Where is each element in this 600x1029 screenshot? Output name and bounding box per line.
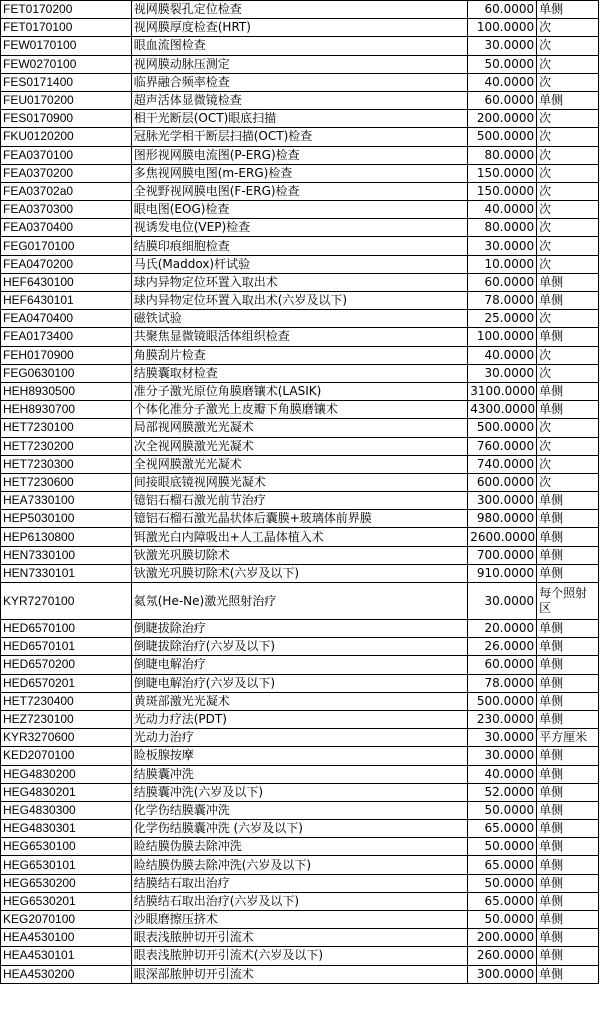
code-cell: HET7230300 xyxy=(1,455,132,473)
code-cell: HEF6430101 xyxy=(1,292,132,310)
unit-cell: 次 xyxy=(537,255,599,273)
unit-cell: 单侧 xyxy=(537,656,599,674)
table-row xyxy=(1,546,599,564)
price-cell: 80.0000 xyxy=(468,146,537,164)
item-name-cell: 沙眼磨擦压挤术 xyxy=(131,911,468,929)
item-name-cell: 球内异物定位环置入取出术 xyxy=(131,273,468,291)
code-cell: HED6570201 xyxy=(1,674,132,692)
code-cell: KEG2070100 xyxy=(1,911,132,929)
unit-cell: 单侧 xyxy=(537,911,599,929)
unit-cell: 次 xyxy=(537,110,599,128)
code-cell: FEA0370400 xyxy=(1,219,132,237)
item-name-cell: 眼表浅脓肿切开引流术 xyxy=(131,929,468,947)
unit-cell: 次 xyxy=(537,128,599,146)
item-name-cell: 个体化准分子激光上皮瓣下角膜磨镶术 xyxy=(131,401,468,419)
item-name-cell: 冠脉光学相干断层扫描(OCT)检查 xyxy=(131,128,468,146)
price-cell: 60.0000 xyxy=(468,656,537,674)
table-row xyxy=(1,583,599,620)
code-cell: FEG0630100 xyxy=(1,364,132,382)
table-row xyxy=(1,1,599,19)
price-cell: 4300.0000 xyxy=(468,401,537,419)
code-cell: FEW0270100 xyxy=(1,55,132,73)
table-row xyxy=(1,364,599,382)
table-row xyxy=(1,401,599,419)
unit-cell: 单侧 xyxy=(537,273,599,291)
item-name-cell: 视网膜裂孔定位检查 xyxy=(131,1,468,19)
price-cell: 30.0000 xyxy=(468,364,537,382)
table-row xyxy=(1,874,599,892)
code-cell: HEP6130800 xyxy=(1,528,132,546)
table-row xyxy=(1,710,599,728)
code-cell: FEA0370300 xyxy=(1,201,132,219)
price-cell: 30.0000 xyxy=(468,37,537,55)
code-cell: FEA0370100 xyxy=(1,146,132,164)
price-cell: 740.0000 xyxy=(468,455,537,473)
table-row xyxy=(1,510,599,528)
table-row xyxy=(1,838,599,856)
item-name-cell: 眼血流图检查 xyxy=(131,37,468,55)
code-cell: HEA4530101 xyxy=(1,947,132,965)
item-name-cell: 镱铝石榴石激光前节治疗 xyxy=(131,492,468,510)
code-cell: FET0170200 xyxy=(1,1,132,19)
price-cell: 100.0000 xyxy=(468,328,537,346)
table-row xyxy=(1,692,599,710)
item-name-cell: 结膜结石取出治疗 xyxy=(131,874,468,892)
unit-cell: 单侧 xyxy=(537,765,599,783)
unit-cell: 次 xyxy=(537,473,599,491)
table-row xyxy=(1,201,599,219)
table-row xyxy=(1,328,599,346)
price-cell: 40.0000 xyxy=(468,73,537,91)
table-row xyxy=(1,564,599,582)
item-name-cell: 钬激光巩膜切除术 xyxy=(131,546,468,564)
table-row xyxy=(1,947,599,965)
item-name-cell: 倒睫电解治疗(六岁及以下) xyxy=(131,674,468,692)
code-cell: FES0171400 xyxy=(1,73,132,91)
unit-cell: 单侧 xyxy=(537,674,599,692)
price-cell: 30.0000 xyxy=(468,237,537,255)
unit-cell: 次 xyxy=(537,437,599,455)
code-cell: HEA4530100 xyxy=(1,929,132,947)
unit-cell: 单侧 xyxy=(537,692,599,710)
item-name-cell: 结膜囊冲洗(六岁及以下) xyxy=(131,783,468,801)
price-cell: 10.0000 xyxy=(468,255,537,273)
item-name-cell: 睑结膜伪膜去除冲洗 xyxy=(131,838,468,856)
table-row xyxy=(1,219,599,237)
code-cell: HEA4530200 xyxy=(1,965,132,983)
price-cell: 80.0000 xyxy=(468,219,537,237)
code-cell: HET7230100 xyxy=(1,419,132,437)
unit-cell: 单侧 xyxy=(537,838,599,856)
unit-cell: 次 xyxy=(537,37,599,55)
item-name-cell: 局部视网膜激光光凝术 xyxy=(131,419,468,437)
item-name-cell: 准分子激光原位角膜磨镶术(LASIK) xyxy=(131,382,468,400)
code-cell: FEA0173400 xyxy=(1,328,132,346)
item-name-cell: 结膜囊冲洗 xyxy=(131,765,468,783)
table-row xyxy=(1,674,599,692)
unit-cell: 单侧 xyxy=(537,564,599,582)
item-name-cell: 间接眼底镜视网膜光凝术 xyxy=(131,473,468,491)
unit-cell: 单侧 xyxy=(537,820,599,838)
price-cell: 60.0000 xyxy=(468,91,537,109)
item-name-cell: 镱铝石榴石激光晶状体后囊膜+玻璃体前界膜 xyxy=(131,510,468,528)
price-cell: 50.0000 xyxy=(468,838,537,856)
table-row xyxy=(1,729,599,747)
unit-cell: 次 xyxy=(537,201,599,219)
item-name-cell: 光动力治疗 xyxy=(131,729,468,747)
unit-cell: 单侧 xyxy=(537,638,599,656)
price-cell: 980.0000 xyxy=(468,510,537,528)
item-name-cell: 马氏(Maddox)杆试验 xyxy=(131,255,468,273)
item-name-cell: 倒睫拔除治疗(六岁及以下) xyxy=(131,638,468,656)
unit-cell: 单侧 xyxy=(537,528,599,546)
unit-cell: 单侧 xyxy=(537,783,599,801)
item-name-cell: 全视网膜激光光凝术 xyxy=(131,455,468,473)
code-cell: HEA7330100 xyxy=(1,492,132,510)
table-row xyxy=(1,182,599,200)
price-cell: 60.0000 xyxy=(468,1,537,19)
table-row xyxy=(1,273,599,291)
table-row xyxy=(1,73,599,91)
table-row xyxy=(1,656,599,674)
price-cell: 3100.0000 xyxy=(468,382,537,400)
code-cell: HED6570101 xyxy=(1,638,132,656)
table-row xyxy=(1,783,599,801)
item-name-cell: 临界融合频率检查 xyxy=(131,73,468,91)
fee-table-body xyxy=(1,1,599,984)
price-cell: 500.0000 xyxy=(468,128,537,146)
code-cell: KED2070100 xyxy=(1,747,132,765)
unit-cell: 单侧 xyxy=(537,929,599,947)
price-cell: 78.0000 xyxy=(468,674,537,692)
table-row xyxy=(1,492,599,510)
table-row xyxy=(1,37,599,55)
price-cell: 40.0000 xyxy=(468,201,537,219)
price-cell: 25.0000 xyxy=(468,310,537,328)
item-name-cell: 结膜印痕细胞检查 xyxy=(131,237,468,255)
price-cell: 65.0000 xyxy=(468,892,537,910)
item-name-cell: 化学伤结膜囊冲洗 xyxy=(131,801,468,819)
table-row xyxy=(1,747,599,765)
unit-cell: 次 xyxy=(537,346,599,364)
unit-cell: 平方厘米 xyxy=(537,729,599,747)
code-cell: HED6570200 xyxy=(1,656,132,674)
unit-cell: 次 xyxy=(537,364,599,382)
table-row xyxy=(1,929,599,947)
code-cell: HET7230400 xyxy=(1,692,132,710)
table-row xyxy=(1,110,599,128)
price-cell: 760.0000 xyxy=(468,437,537,455)
item-name-cell: 睑结膜伪膜去除冲洗(六岁及以下) xyxy=(131,856,468,874)
unit-cell: 单侧 xyxy=(537,401,599,419)
price-cell: 100.0000 xyxy=(468,19,537,37)
price-cell: 52.0000 xyxy=(468,783,537,801)
price-cell: 50.0000 xyxy=(468,911,537,929)
code-cell: HEG6530201 xyxy=(1,892,132,910)
code-cell: HEH8930500 xyxy=(1,382,132,400)
item-name-cell: 结膜囊取材检查 xyxy=(131,364,468,382)
table-row xyxy=(1,765,599,783)
price-cell: 30.0000 xyxy=(468,747,537,765)
code-cell: HEP5030100 xyxy=(1,510,132,528)
unit-cell: 单侧 xyxy=(537,292,599,310)
item-name-cell: 光动力疗法(PDT) xyxy=(131,710,468,728)
unit-cell: 次 xyxy=(537,219,599,237)
code-cell: HEG4830200 xyxy=(1,765,132,783)
table-row xyxy=(1,146,599,164)
price-cell: 65.0000 xyxy=(468,856,537,874)
item-name-cell: 黄斑部激光光凝术 xyxy=(131,692,468,710)
code-cell: FEA0470200 xyxy=(1,255,132,273)
code-cell: HEG4830301 xyxy=(1,820,132,838)
item-name-cell: 氦氖(He-Ne)激光照射治疗 xyxy=(131,583,468,620)
item-name-cell: 钬激光巩膜切除术(六岁及以下) xyxy=(131,564,468,582)
item-name-cell: 视网膜动脉压测定 xyxy=(131,55,468,73)
price-cell: 50.0000 xyxy=(468,874,537,892)
price-cell: 910.0000 xyxy=(468,564,537,582)
item-name-cell: 角膜刮片检查 xyxy=(131,346,468,364)
price-cell: 50.0000 xyxy=(468,55,537,73)
table-row xyxy=(1,292,599,310)
unit-cell: 次 xyxy=(537,19,599,37)
unit-cell: 次 xyxy=(537,455,599,473)
code-cell: KYR3270600 xyxy=(1,729,132,747)
unit-cell: 单侧 xyxy=(537,747,599,765)
code-cell: HET7230200 xyxy=(1,437,132,455)
item-name-cell: 铒激光白内障吸出+人工晶体植入术 xyxy=(131,528,468,546)
code-cell: HEF6430100 xyxy=(1,273,132,291)
price-cell: 300.0000 xyxy=(468,492,537,510)
price-cell: 700.0000 xyxy=(468,546,537,564)
table-row xyxy=(1,310,599,328)
unit-cell: 次 xyxy=(537,182,599,200)
item-name-cell: 多焦视网膜电图(m-ERG)检查 xyxy=(131,164,468,182)
unit-cell: 单侧 xyxy=(537,892,599,910)
unit-cell: 次 xyxy=(537,73,599,91)
item-name-cell: 图形视网膜电流图(P-ERG)检查 xyxy=(131,146,468,164)
table-row xyxy=(1,237,599,255)
code-cell: FEA0370200 xyxy=(1,164,132,182)
price-cell: 200.0000 xyxy=(468,929,537,947)
code-cell: HEH8930700 xyxy=(1,401,132,419)
unit-cell: 次 xyxy=(537,55,599,73)
unit-cell: 次 xyxy=(537,310,599,328)
code-cell: HEG4830201 xyxy=(1,783,132,801)
table-row xyxy=(1,19,599,37)
code-cell: HED6570100 xyxy=(1,620,132,638)
table-row xyxy=(1,55,599,73)
table-row xyxy=(1,620,599,638)
code-cell: KYR7270100 xyxy=(1,583,132,620)
item-name-cell: 眼表浅脓肿切开引流术(六岁及以下) xyxy=(131,947,468,965)
item-name-cell: 次全视网膜激光光凝术 xyxy=(131,437,468,455)
unit-cell: 单侧 xyxy=(537,620,599,638)
code-cell: HEN7330100 xyxy=(1,546,132,564)
unit-cell: 单侧 xyxy=(537,382,599,400)
item-name-cell: 超声活体显微镜检查 xyxy=(131,91,468,109)
code-cell: FEA03702a0 xyxy=(1,182,132,200)
unit-cell: 次 xyxy=(537,164,599,182)
table-row xyxy=(1,164,599,182)
code-cell: HEG6530101 xyxy=(1,856,132,874)
table-row xyxy=(1,965,599,983)
price-cell: 600.0000 xyxy=(468,473,537,491)
table-row xyxy=(1,419,599,437)
unit-cell: 单侧 xyxy=(537,710,599,728)
unit-cell: 单侧 xyxy=(537,492,599,510)
table-row xyxy=(1,473,599,491)
unit-cell: 单侧 xyxy=(537,91,599,109)
item-name-cell: 视网膜厚度检查(HRT) xyxy=(131,19,468,37)
unit-cell: 次 xyxy=(537,146,599,164)
code-cell: FES0170900 xyxy=(1,110,132,128)
unit-cell: 单侧 xyxy=(537,1,599,19)
unit-cell: 单侧 xyxy=(537,947,599,965)
price-cell: 230.0000 xyxy=(468,710,537,728)
price-cell: 40.0000 xyxy=(468,346,537,364)
price-cell: 20.0000 xyxy=(468,620,537,638)
price-cell: 2600.0000 xyxy=(468,528,537,546)
table-row xyxy=(1,856,599,874)
code-cell: HEG6530200 xyxy=(1,874,132,892)
code-cell: HEN7330101 xyxy=(1,564,132,582)
table-row xyxy=(1,255,599,273)
table-row xyxy=(1,528,599,546)
item-name-cell: 眼深部脓肿切开引流术 xyxy=(131,965,468,983)
table-row xyxy=(1,911,599,929)
table-row xyxy=(1,892,599,910)
table-row xyxy=(1,91,599,109)
table-row xyxy=(1,346,599,364)
price-cell: 300.0000 xyxy=(468,965,537,983)
item-name-cell: 共聚焦显微镜眼活体组织检查 xyxy=(131,328,468,346)
table-row xyxy=(1,382,599,400)
code-cell: FEG0170100 xyxy=(1,237,132,255)
table-row xyxy=(1,638,599,656)
price-cell: 150.0000 xyxy=(468,182,537,200)
unit-cell: 单侧 xyxy=(537,874,599,892)
table-row xyxy=(1,455,599,473)
price-cell: 50.0000 xyxy=(468,801,537,819)
price-cell: 500.0000 xyxy=(468,692,537,710)
price-cell: 65.0000 xyxy=(468,820,537,838)
price-cell: 260.0000 xyxy=(468,947,537,965)
price-cell: 200.0000 xyxy=(468,110,537,128)
code-cell: FKU0120200 xyxy=(1,128,132,146)
code-cell: HEG4830300 xyxy=(1,801,132,819)
price-cell: 30.0000 xyxy=(468,583,537,620)
item-name-cell: 睑板腺按摩 xyxy=(131,747,468,765)
item-name-cell: 相干光断层(OCT)眼底扫描 xyxy=(131,110,468,128)
unit-cell: 次 xyxy=(537,419,599,437)
code-cell: HEG6530100 xyxy=(1,838,132,856)
unit-cell: 单侧 xyxy=(537,546,599,564)
item-name-cell: 结膜结石取出治疗(六岁及以下) xyxy=(131,892,468,910)
unit-cell: 次 xyxy=(537,237,599,255)
item-name-cell: 倒睫拔除治疗 xyxy=(131,620,468,638)
unit-cell: 每个照射区 xyxy=(537,583,599,620)
price-cell: 78.0000 xyxy=(468,292,537,310)
price-cell: 40.0000 xyxy=(468,765,537,783)
code-cell: HET7230600 xyxy=(1,473,132,491)
table-row xyxy=(1,128,599,146)
unit-cell: 单侧 xyxy=(537,510,599,528)
code-cell: FEU0170200 xyxy=(1,91,132,109)
code-cell: FEH0170900 xyxy=(1,346,132,364)
price-cell: 60.0000 xyxy=(468,273,537,291)
item-name-cell: 视诱发电位(VEP)检查 xyxy=(131,219,468,237)
price-cell: 500.0000 xyxy=(468,419,537,437)
price-cell: 30.0000 xyxy=(468,729,537,747)
unit-cell: 单侧 xyxy=(537,801,599,819)
table-row xyxy=(1,820,599,838)
table-row xyxy=(1,801,599,819)
item-name-cell: 化学伤结膜囊冲洗 (六岁及以下) xyxy=(131,820,468,838)
code-cell: FEA0470400 xyxy=(1,310,132,328)
code-cell: FET0170100 xyxy=(1,19,132,37)
item-name-cell: 磁铁试验 xyxy=(131,310,468,328)
item-name-cell: 倒睫电解治疗 xyxy=(131,656,468,674)
price-cell: 150.0000 xyxy=(468,164,537,182)
unit-cell: 单侧 xyxy=(537,328,599,346)
code-cell: FEW0170100 xyxy=(1,37,132,55)
price-cell: 26.0000 xyxy=(468,638,537,656)
unit-cell: 单侧 xyxy=(537,965,599,983)
item-name-cell: 球内异物定位环置入取出术(六岁及以下) xyxy=(131,292,468,310)
code-cell: HEZ7230100 xyxy=(1,710,132,728)
table-row xyxy=(1,437,599,455)
unit-cell: 单侧 xyxy=(537,856,599,874)
item-name-cell: 眼电图(EOG)检查 xyxy=(131,201,468,219)
item-name-cell: 全视野视网膜电图(F-ERG)检查 xyxy=(131,182,468,200)
